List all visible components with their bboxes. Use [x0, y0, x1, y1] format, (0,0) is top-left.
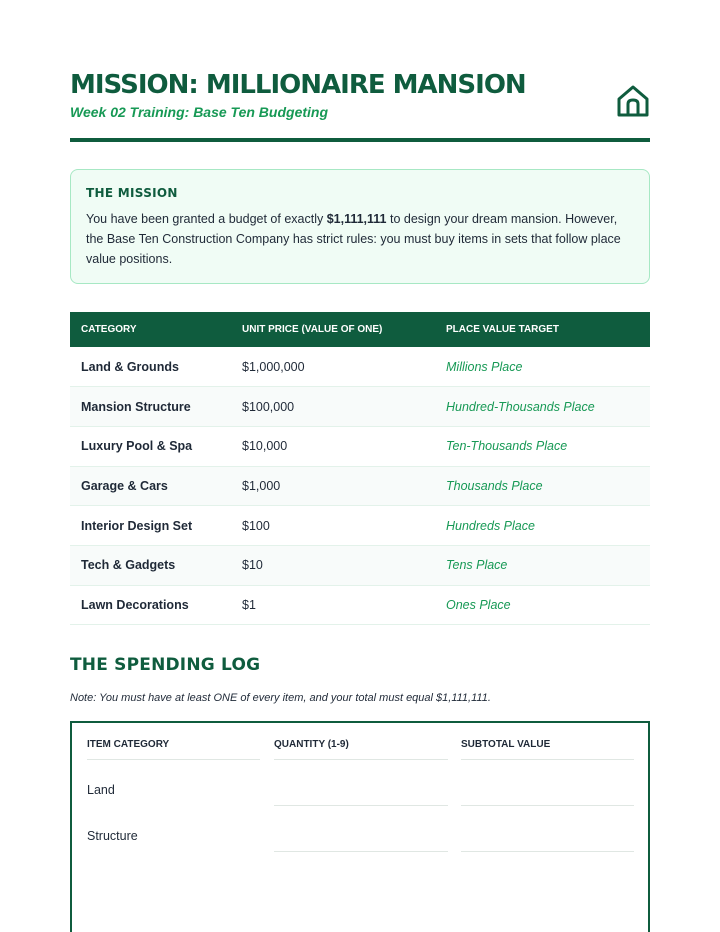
quantity-input-land[interactable] — [274, 805, 448, 806]
target-cell: Thousands Place — [435, 466, 650, 506]
mission-box — [70, 169, 650, 284]
log-row-label-structure: Structure — [87, 829, 138, 843]
price-table-header-target: PLACE VALUE TARGET — [435, 312, 650, 347]
table-row — [70, 426, 650, 466]
category-cell: Land & Grounds — [70, 347, 231, 387]
spending-log-note: Note: You must have at least ONE of every item, and your total must equal $1,111,111. — [70, 692, 491, 704]
category-cell: Interior Design Set — [70, 506, 231, 546]
mission-heading: THE MISSION — [86, 186, 178, 200]
table-row — [70, 545, 650, 585]
target-cell: Tens Place — [435, 545, 650, 585]
spending-log-box — [70, 721, 650, 932]
target-cell: Ten-Thousands Place — [435, 426, 650, 466]
price-table-header-category: CATEGORY — [70, 312, 231, 347]
page-header — [70, 70, 650, 142]
page-title: MISSION: MILLIONAIRE MANSION — [70, 70, 526, 100]
table-row — [70, 506, 650, 546]
price-cell: $1,000,000 — [231, 347, 435, 387]
price-cell: $1 — [231, 585, 435, 625]
target-cell: Millions Place — [435, 347, 650, 387]
subtotal-input-structure[interactable] — [461, 851, 634, 852]
price-cell: $100 — [231, 506, 435, 546]
mission-text — [86, 209, 634, 269]
log-row-label-land: Land — [87, 783, 115, 797]
table-row — [70, 466, 650, 506]
house-icon — [616, 84, 650, 118]
price-table-header-row — [70, 312, 650, 347]
log-header-subtotal: SUBTOTAL VALUE — [461, 739, 634, 760]
mission-text-before: You have been granted a budget of exactly — [86, 212, 327, 226]
price-cell: $10 — [231, 545, 435, 585]
category-cell: Mansion Structure — [70, 387, 231, 427]
mission-budget: $1,111,111 — [326, 212, 387, 226]
price-cell: $1,000 — [231, 466, 435, 506]
target-cell: Ones Place — [435, 585, 650, 625]
subtotal-input-land[interactable] — [461, 805, 634, 806]
table-row — [70, 347, 650, 387]
log-header-item-category: ITEM CATEGORY — [87, 739, 260, 760]
mission-text-after: to design your dream mansion. However, the Base Ten Construction Company has strict rules: you must buy items in sets that follow place value positions. — [86, 212, 621, 266]
table-row — [70, 585, 650, 625]
price-cell: $10,000 — [231, 426, 435, 466]
page-subtitle: Week 02 Training: Base Ten Budgeting — [70, 104, 329, 120]
price-cell: $100,000 — [231, 387, 435, 427]
quantity-input-structure[interactable] — [274, 851, 448, 852]
category-cell: Garage & Cars — [70, 466, 231, 506]
category-cell: Tech & Gadgets — [70, 545, 231, 585]
price-table-header-price: UNIT PRICE (VALUE OF ONE) — [231, 312, 435, 347]
category-cell: Luxury Pool & Spa — [70, 426, 231, 466]
category-cell: Lawn Decorations — [70, 585, 231, 625]
target-cell: Hundred-Thousands Place — [435, 387, 650, 427]
spending-log-heading: THE SPENDING LOG — [70, 655, 261, 675]
target-cell: Hundreds Place — [435, 506, 650, 546]
log-header-quantity: QUANTITY (1-9) — [274, 739, 448, 760]
table-row — [70, 387, 650, 427]
price-table — [70, 312, 650, 625]
